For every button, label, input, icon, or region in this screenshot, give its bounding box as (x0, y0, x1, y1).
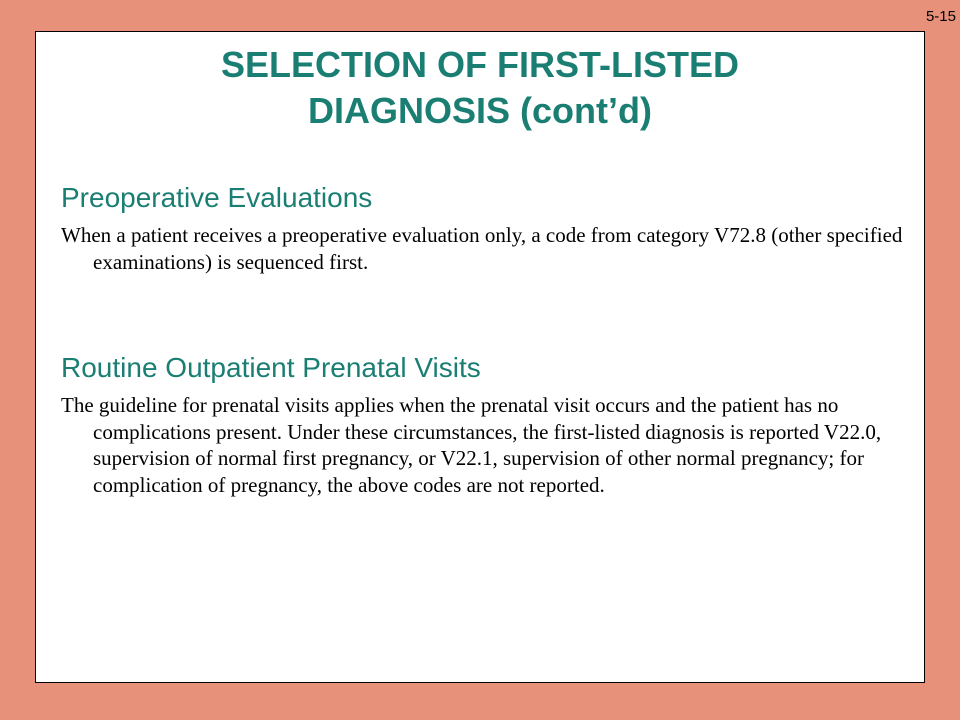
section-heading: Preoperative Evaluations (61, 182, 373, 213)
section-heading: Routine Outpatient Prenatal Visits (61, 352, 481, 383)
slide-number: 5-15 (925, 8, 956, 25)
section-preoperative-evaluations (61, 180, 904, 275)
slide-title-line-1: SELECTION OF FIRST-LISTED (220, 44, 739, 85)
slide-title (36, 42, 924, 134)
section-body: The guideline for prenatal visits applies when the prenatal visit occurs and the patient has no complications present. Under these circumstances, the first-listed diagnosis is reported V22.0, supervision of normal first pregnancy, or V22.1, supervision of other normal pregnancy; for complication of pregnancy, the above codes are not reported. (61, 393, 882, 497)
section-routine-prenatal-visits (61, 350, 904, 498)
slide-panel (35, 31, 925, 683)
slide-title-line-2: DIAGNOSIS (cont’d) (308, 90, 652, 131)
section-body: When a patient receives a preoperative evaluation only, a code from category V72.8 (other specified examinations) is sequenced first. (61, 223, 903, 274)
